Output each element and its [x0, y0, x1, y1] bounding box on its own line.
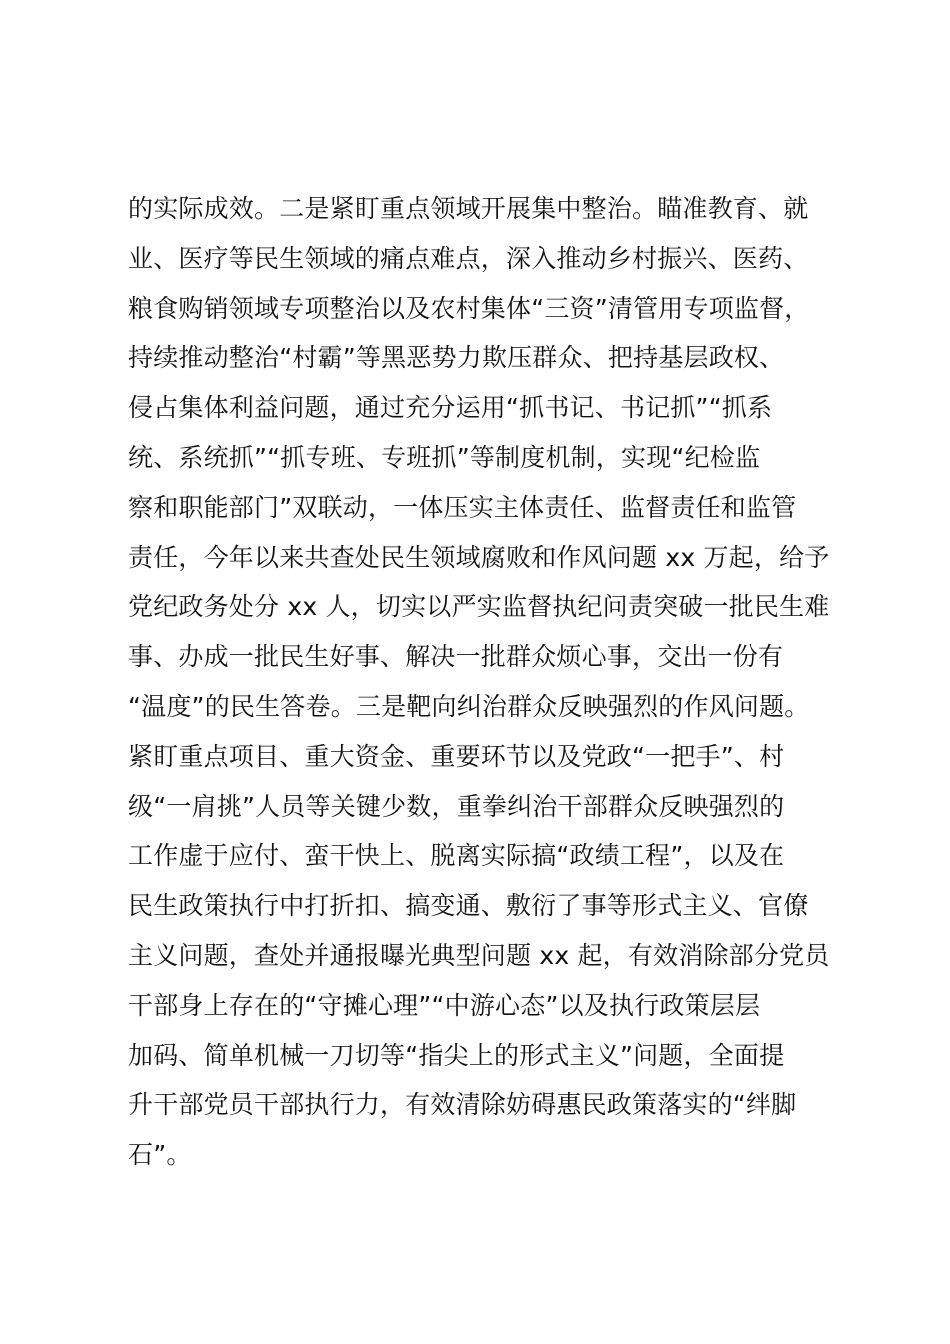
text-line: 粮食购销领域专项整治以及农村集体“三资”清管用专项监督，	[128, 293, 810, 323]
text-line: 事、办成一批民生好事、解决一批群众烦心事，交出一份有	[128, 642, 784, 672]
text-line: 紧盯重点项目、重大资金、重要环节以及党政“一把手”、村	[128, 741, 785, 771]
text-line: 持续推动整治“村霸”等黑恶势力欺压群众、把持基层政权、	[128, 343, 785, 373]
text-line: “温度”的民生答卷。三是靶向纠治群众反映强烈的作风问题。	[128, 691, 810, 721]
text-line: 民生政策执行中打折扣、搞变通、敷衍了事等形式主义、官僚	[128, 891, 809, 921]
text-line: 党纪政务处分 xx 人，切实以严实监督执纪问责突破一批民生难	[128, 592, 830, 622]
text-line: 察和职能部门”双联动，一体压实主体责任、监督责任和监管	[128, 492, 797, 522]
text-line: 干部身上存在的“守摊心理”“中游心态”以及执行政策层层	[128, 990, 761, 1020]
body-paragraph	[128, 184, 868, 1180]
text-line: 侵占集体利益问题，通过充分运用“抓书记、书记抓”“抓系	[128, 393, 773, 423]
text-line: 升干部党员干部执行力，有效清除妨碍惠民政策落实的“绊脚	[128, 1090, 797, 1120]
text-line: 级“一肩挑”人员等关键少数，重拳纠治干部群众反映强烈的	[128, 791, 785, 821]
text-line: 工作虚于应付、蛮干快上、脱离实际搞“政绩工程”，以及在	[128, 841, 785, 871]
text-line: 石”。	[128, 1140, 192, 1170]
text-line: 业、医疗等民生领域的痛点难点，深入推动乡村振兴、医药、	[128, 243, 809, 273]
text-line: 主义问题，查处并通报曝光典型问题 xx 起，有效消除部分党员	[128, 940, 830, 970]
text-line: 加码、简单机械一刀切等“指尖上的形式主义”问题，全面提	[128, 1040, 785, 1070]
text-line: 责任，今年以来共查处民生领域腐败和作风问题 xx 万起，给予	[128, 542, 830, 572]
text-line: 统、系统抓”“抓专班、专班抓”等制度机制，实现“纪检监	[128, 442, 761, 472]
text-line: 的实际成效。二是紧盯重点领域开展集中整治。瞄准教育、就	[128, 194, 809, 223]
